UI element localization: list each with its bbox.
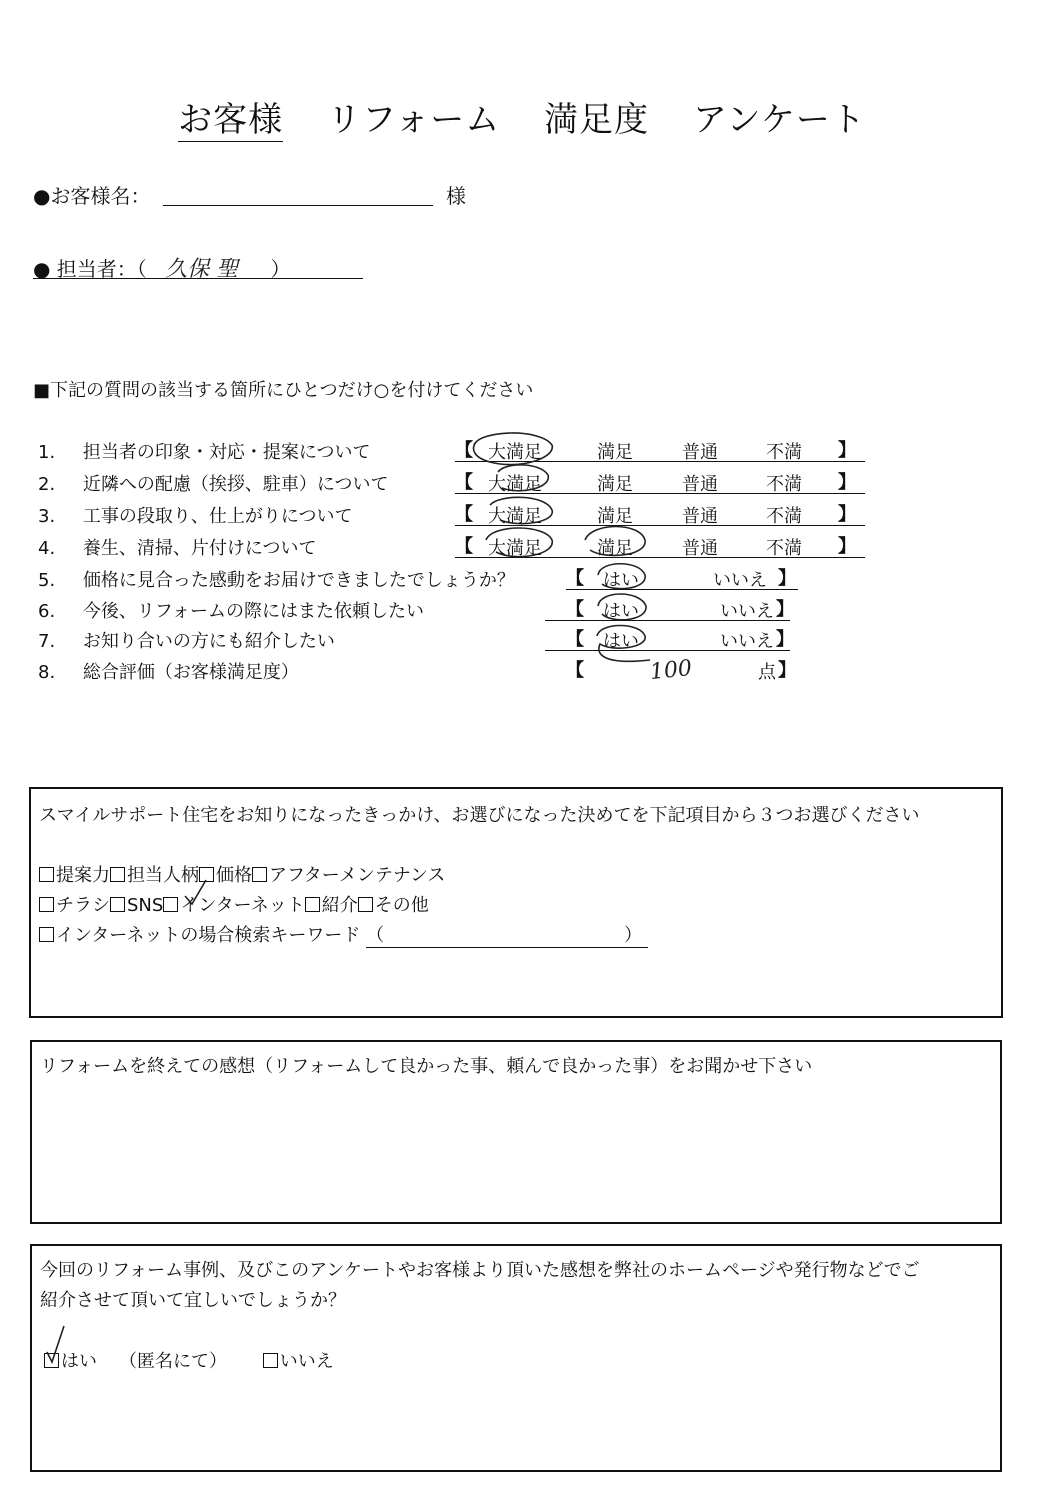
question-number: 7. [38,631,56,652]
circle-mark-q7 [597,626,650,662]
staff-close-paren: ） [270,257,291,281]
option-referral[interactable]: 紹介 [305,895,358,916]
question-number: 4. [38,538,56,559]
option-very-satisfied[interactable]: 大満足 [488,538,542,559]
option-dissatisfied[interactable]: 不満 [766,442,802,463]
option-average[interactable]: 普通 [682,506,718,527]
option-proposal[interactable]: 提案力 [39,865,110,886]
keyword-field[interactable]: （ ） [366,921,648,948]
option-dissatisfied[interactable]: 不満 [766,474,802,495]
customer-name-suffix: 様 [446,184,466,208]
circle-mark-q6 [598,594,646,620]
impressions-heading: リフォームを終えての感想（リフォームして良かった事、頼んで良かった事）をお聞かせ下さい [40,1056,813,1077]
option-average[interactable]: 普通 [682,474,718,495]
option-dissatisfied[interactable]: 不満 [766,538,802,559]
option-yes[interactable]: はい [603,631,639,652]
question-text: 今後、リフォームの際にはまた依頼したい [82,601,425,622]
option-yes[interactable]: はい [603,570,639,591]
option-satisfied[interactable]: 満足 [597,506,633,527]
bracket-close: 】 [776,599,794,620]
option-no[interactable]: いいえ [720,631,774,652]
circle-mark-q1 [474,433,553,465]
bracket-open: 【 [566,629,584,650]
question-text: 近隣への配慮（挨拶、駐車）について [82,474,389,495]
discovery-heading: スマイルサポート住宅をお知りになったきっかけ、お選びになった決めてを下記項目から３つお選びください [39,805,920,826]
staff-label: ● 担当者：（ [33,257,147,281]
option-yes-anonymous[interactable]: はい （匿名にて） [44,1351,227,1372]
question-number: 3. [38,506,56,527]
circle-mark-q4a [486,528,552,557]
check-mark-internet [185,880,206,904]
title-word-customer: お客様 [178,92,283,142]
bracket-close: 】 [838,504,856,525]
option-aftercare[interactable]: アフターメンテナンス [252,865,445,886]
bracket-close: 】 [778,660,796,681]
question-text: 担当者の印象・対応・提案について [82,442,371,463]
option-flyer[interactable]: チラシ [39,895,110,916]
option-average[interactable]: 普通 [682,538,718,559]
option-no[interactable]: いいえ [720,601,774,622]
permission-line-1: 今回のリフォーム事例、及びこのアンケートやお客様より頂いた感想を弊社のホームページや発行物などでご [40,1260,920,1281]
customer-name-label: ●お客様名： [33,184,151,208]
option-satisfied[interactable]: 満足 [597,474,633,495]
option-very-satisfied[interactable]: 大満足 [488,474,542,495]
option-other[interactable]: その他 [358,895,429,916]
bracket-open: 【 [566,568,584,589]
option-price[interactable]: 価格 [199,865,252,886]
bracket-close: 】 [838,472,856,493]
bracket-close: 】 [838,440,856,461]
question-number: 6. [38,601,56,622]
circle-mark-q2 [498,465,548,491]
staff-name-handwritten[interactable]: 久保 聖 [165,257,239,282]
option-satisfied[interactable]: 満足 [597,538,633,559]
bracket-open: 【 [455,440,473,461]
option-dissatisfied[interactable]: 不満 [766,506,802,527]
question-text: 総合評価（お客様満足度） [82,662,299,683]
option-sns[interactable]: SNS [110,895,163,916]
score-value-handwritten[interactable]: 100 [648,655,694,686]
question-number: 5. [38,570,56,591]
bracket-open: 【 [566,660,584,681]
option-no[interactable]: いいえ [263,1351,334,1372]
title-word-survey: アンケート [692,100,866,140]
question-text: 工事の段取り、仕上がりについて [82,506,353,527]
permission-line-2: 紹介させて頂いて宜しいでしょうか？ [40,1290,346,1311]
question-text: 養生、清掃、片付けについて [82,538,317,559]
bracket-close: 】 [838,536,856,557]
question-number: 1. [38,442,56,463]
instruction-text: ■下記の質問の該当する箇所にひとつだけ○を付けてください [33,380,534,401]
keyword-label: インターネットの場合検索キーワード [56,925,361,946]
bracket-open: 【 [455,472,473,493]
bracket-open: 【 [566,599,584,620]
option-staff-personality[interactable]: 担当人柄 [110,865,199,886]
option-no[interactable]: いいえ [713,570,767,591]
check-mark-yes-anonymous [47,1326,64,1362]
option-very-satisfied[interactable]: 大満足 [488,442,542,463]
question-number: 2. [38,474,56,495]
option-very-satisfied[interactable]: 大満足 [488,506,542,527]
circle-mark-q5 [598,564,645,589]
bracket-close: 】 [778,568,796,589]
circle-mark-q4b [585,527,645,556]
option-satisfied[interactable]: 満足 [597,442,633,463]
bracket-open: 【 [455,504,473,525]
score-unit: 点 [758,662,776,683]
question-text: 価格に見合った感動をお届けできましたでしょうか？ [82,570,515,591]
question-number: 8. [38,662,56,683]
option-average[interactable]: 普通 [682,442,718,463]
bracket-close: 】 [776,629,794,650]
bracket-open: 【 [455,536,473,557]
title-word-satisfaction: 満足度 [544,100,650,140]
title-word-reform: リフォーム [326,100,501,140]
option-internet[interactable]: インターネット [163,895,304,916]
question-text: お知り合いの方にも紹介したい [82,631,335,652]
circle-mark-q3 [490,497,552,523]
option-yes[interactable]: はい [603,601,639,622]
